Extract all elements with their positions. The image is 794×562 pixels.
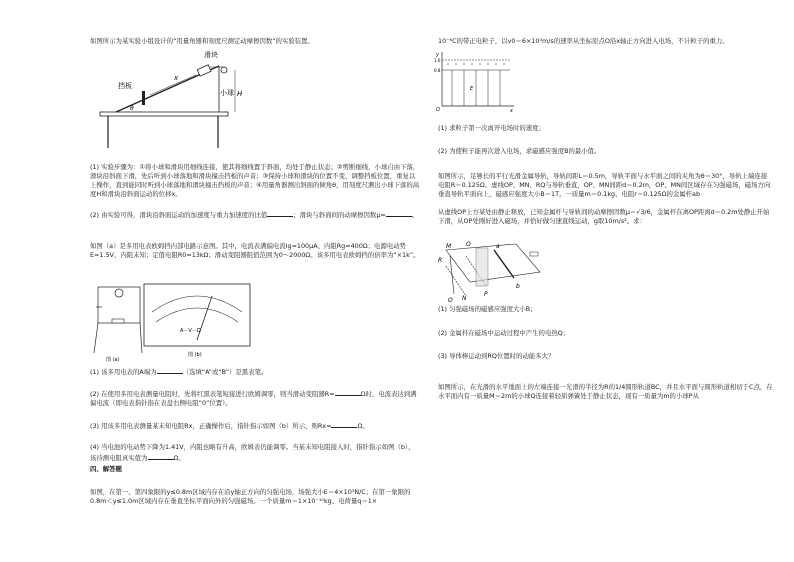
s2-text-a: (2) 在使用多用电表测量电阻时，先将红黑表笔短接进行欧姆调零，则当滑动变阻器R= <box>90 390 335 398</box>
track-problem-intro: 如图所示，在光滑的水平地面上的左端连接一光滑的半径为R的1/4圆形轨道BC，并且水平面与圆形轨道相切于C点，在水平面内有一质量M＝2m的小球Q连接着轻质弹簧处于静止状态，现有一质量为m的小球P从 <box>438 383 773 400</box>
x-axis-label: x <box>510 108 513 112</box>
y-axis-label: y <box>436 52 439 58</box>
meter-scale-label: A－V－Ω <box>180 328 201 334</box>
rail-problem-conditions: 从虚线OP上方某处由静止释放，已知金属杆与导轨间的动摩擦因数μ＝√3/6，金属杆在离OP距离d＝0.2m处静止开始下滑，从OP处刚好进入磁场，并恰好做匀速直线运动，g取10m/s²。求： <box>438 208 770 225</box>
label-m: M <box>446 243 452 250</box>
y-tick-top: 1.0 <box>434 58 441 63</box>
friction-intro: 如图所示为某实验小组设计的“用量角器和刻度尺测定动摩擦因数”的实验装置。 <box>90 37 314 45</box>
slider-label: 滑块 <box>204 51 218 59</box>
incline-figure <box>94 48 244 150</box>
sub-question-2 <box>90 388 420 408</box>
answer-blank[interactable] <box>157 366 183 374</box>
q2-text-c: 。 <box>411 211 419 219</box>
field-question-1: (1) 求粒子第一次离开电场时的速度； <box>438 124 545 132</box>
meter-figure-b <box>142 282 254 360</box>
q2-text-a: (2) 由实验可得，滑块沿斜面运动的加速度与重力加速度的比值 <box>90 211 268 219</box>
meter-face <box>144 284 250 346</box>
y-tick-mid: 0.8 <box>434 68 441 73</box>
rod-ab <box>494 250 514 278</box>
theta-label: θ <box>130 105 134 112</box>
baffle <box>142 91 145 105</box>
s3-text-a: (3) 用该多用电表测量某未知电阻Rx，正确操作后，指针指示如图（b）所示，则Rx= <box>90 422 332 430</box>
s1-text-b: （选填“A”或“B”）是黑表笔。 <box>182 368 268 376</box>
label-q: Q <box>448 297 453 302</box>
line-mn <box>446 266 466 296</box>
field-lines <box>452 70 500 106</box>
question-1-steps: (1) 实验步骤为：①将小球和滑块用细线连接，使其将细线置于斜面，均处于静止状态；②剪断细线，小球自由下落，滑块沿斜面下滑，先后听到小球落地和滑块撞击挡板的声音；③保持小球和滑块的位置不变，调整挡板位置，重复以上操作，直到能同时听到小球落地和滑块撞击挡板的声音；④用量角器测出斜面的倾角θ，用刻度尺测出小球下落的高度H和滑块沿斜面运动的位移x。 <box>90 163 420 198</box>
rail-question-3: (3) 导体棒运动到RQ位置时的动能多大？ <box>438 352 555 360</box>
field-dots <box>447 63 504 64</box>
field-problem-intro: 如图，在第一、第四象限的y≤0.8m区域内存在沿y轴正方向的匀强电场，场强大小E＝4×10³N/C；在第一象限的0.8m＜y≤1.0m区域内存在垂直坐标平面向外的匀强磁场。一个质量m＝1×10⁻¹⁰kg、电荷量q＝1× <box>90 488 411 505</box>
label-p: P <box>484 291 488 298</box>
section-heading: 四、解答题 <box>90 465 122 473</box>
rail-question-2: (2) 金属杆在磁场中运动过程中产生的电热Q； <box>438 329 570 337</box>
line-rq <box>450 256 454 294</box>
ball-label: 小球 <box>220 89 234 97</box>
field-problem-continued: 10⁻⁶C的带正电粒子，以v0＝6×10³m/s的速率从坐标原点O沿x轴正方向进入电场，不计粒子的重力。 <box>438 37 729 45</box>
probe-a <box>94 323 98 353</box>
s4-text-a: (4) 当电池的电动势下降为1.41V，内阻也略有升高，欧姆表仍能调零。当某未知电阻接入时，指针指示如图（b），该待测电阻真实值为 <box>90 443 415 462</box>
field-figure <box>434 48 516 112</box>
s3-text-b: Ω。 <box>357 422 369 430</box>
magnetic-zone <box>476 248 488 286</box>
label-n: N <box>462 295 467 302</box>
answer-blank[interactable] <box>148 452 174 460</box>
label-b: b <box>516 283 520 290</box>
rail-figure <box>436 236 546 302</box>
ball <box>221 67 227 73</box>
slider-block <box>197 65 211 76</box>
s4-text-b: Ω。 <box>173 454 185 462</box>
field-e-label: E <box>470 86 474 92</box>
x-arrow <box>150 75 196 95</box>
multimeter-intro: 如图（a）是多用电表欧姆挡内部电路示意图。其中，电流表满偏电流Ig=100μA、内阻Rg=400Ω；电源电动势E=1.5V、内阻未知；定值电阻R0=13kΩ；滑动变阻器阻值范围为0～2000Ω。该多用电表欧姆挡的倍率为“×1k”。 <box>90 242 420 259</box>
figure-a-caption: 图 (a) <box>106 357 120 363</box>
rail-frame <box>446 244 540 282</box>
sub-question-1 <box>90 366 420 377</box>
sub-question-3 <box>90 420 420 431</box>
label-r: R <box>438 257 443 264</box>
rail-question-1: (1) 匀强磁场的磁感应强度大小B； <box>438 305 537 313</box>
answer-blank[interactable] <box>335 388 361 396</box>
rheostat <box>112 319 124 323</box>
label-o: O <box>466 241 471 248</box>
answer-blank[interactable] <box>267 209 293 217</box>
resistor <box>530 252 538 256</box>
table-top <box>100 112 228 116</box>
answer-blank[interactable] <box>386 209 412 217</box>
s1-text-a: (1) 该多用电表的A端为 <box>90 368 157 376</box>
s2-text-b: Ω时，电流表达到满偏电流（即电表指针指在表盘右侧电阻“0”位置）。 <box>90 390 417 407</box>
baffle-label: 挡板 <box>118 82 132 90</box>
rail-problem-intro: 如图所示，足够长的平行光滑金属导轨，导轨间距L＝0.5m，导轨平面与水平面之间的夹角为θ＝30°，导轨上端连接电阻R＝0.125Ω。虚线OP、MN、RQ与导轨垂直，OP、MN间距d＝0.2m，OP、MN间区域存在匀强磁场，磁场方向垂直导轨平面向上，磁感应强度大小B＝1T。一质量m＝0.1kg、电阻r＝0.125Ω的金属杆ab <box>438 172 771 198</box>
circuit-figure-a <box>92 283 144 363</box>
galvanometer <box>115 289 123 297</box>
origin-label: O <box>436 107 440 112</box>
question-2 <box>90 209 420 220</box>
figure-b-caption: 图 (b) <box>188 352 202 358</box>
label-a: a <box>496 243 500 250</box>
x-label: x <box>174 74 179 82</box>
sub-question-4 <box>90 443 420 463</box>
field-question-2: (2) 为使粒子能再次进入电场，求磁感应强度B的最小值。 <box>438 147 601 155</box>
q2-text-b: ；滑块与斜面间的动摩擦因数μ= <box>293 211 386 219</box>
h-label: H <box>237 90 243 98</box>
answer-blank[interactable] <box>331 420 357 428</box>
